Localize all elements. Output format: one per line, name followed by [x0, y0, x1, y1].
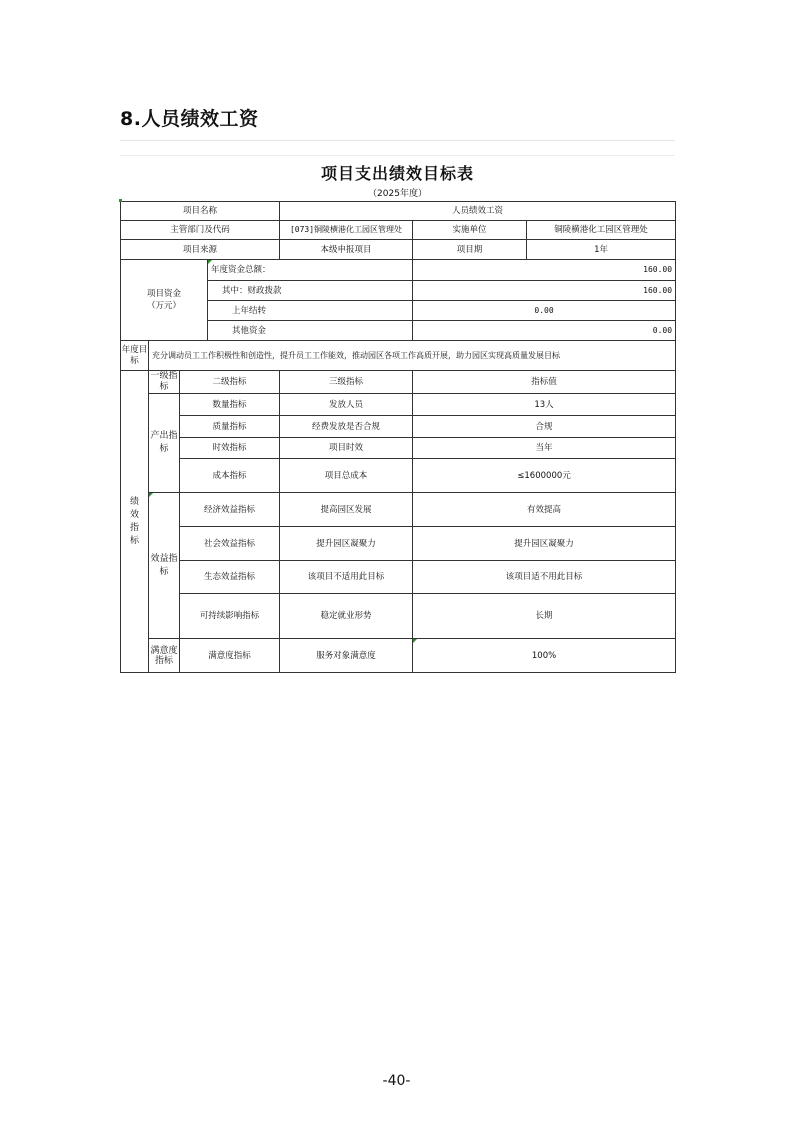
header-value: 指标值	[413, 371, 676, 394]
funds-label	[121, 260, 208, 341]
page-number: -40-	[382, 1073, 411, 1089]
indicator-l2: 数量指标	[180, 394, 280, 416]
form-year: （2025年度）	[368, 189, 427, 199]
funds-row-label: 其他资金	[208, 321, 413, 341]
indicator-l2: 经济效益指标	[180, 493, 280, 527]
dept-value: [073]铜陵横港化工园区管理处	[280, 221, 413, 240]
divider	[120, 155, 675, 156]
indicator-value: 该项目适不用此目标	[413, 561, 676, 594]
funds-label-line2: （万元）	[146, 301, 181, 311]
indicator-l3: 提升园区凝聚力	[280, 527, 413, 561]
perf-label-char: 标	[129, 535, 139, 546]
indicator-value: ≤1600000元	[413, 459, 676, 493]
indicator-l3: 服务对象满意度	[280, 639, 413, 673]
cell-marker	[413, 639, 417, 643]
indicator-l3: 稳定就业形势	[280, 594, 413, 639]
funds-row-value: 0.00	[413, 321, 676, 341]
satisfaction-label: 满意度指标	[149, 639, 180, 673]
indicator-l3: 发放人员	[280, 394, 413, 416]
indicator-l2: 时效指标	[180, 438, 280, 459]
indicator-l3: 该项目不适用此目标	[280, 561, 413, 594]
cell-marker	[208, 260, 212, 264]
indicator-value: 提升园区凝聚力	[413, 527, 676, 561]
project-name-value: 人员绩效工资	[280, 202, 676, 221]
source-label: 项目来源	[121, 240, 280, 260]
annual-goal-text: 充分调动员工工作积极性和创造性，提升员工工作能效，推动园区各项工作高质开展，助力园区实现高质量发展目标	[149, 341, 676, 371]
indicator-l2: 质量指标	[180, 416, 280, 438]
indicator-value: 长期	[413, 594, 676, 639]
perf-label-char: 指	[129, 522, 139, 533]
source-value: 本级申报项目	[280, 240, 413, 260]
indicator-l3: 项目总成本	[280, 459, 413, 493]
perf-label-char: 效	[129, 509, 139, 520]
project-info-table	[120, 201, 676, 673]
cell-marker	[149, 493, 153, 497]
section-heading: 8.人员绩效工资	[120, 108, 259, 130]
funds-label-line1: 项目资金	[146, 289, 181, 299]
indicator-l2: 生态效益指标	[180, 561, 280, 594]
funds-row-value: 0.00	[413, 301, 676, 321]
funds-row-value: 160.00	[413, 281, 676, 301]
indicator-value: 100%	[413, 639, 676, 673]
form-year-row	[120, 188, 675, 201]
indicator-l3: 经费发放是否合规	[280, 416, 413, 438]
indicator-l2: 社会效益指标	[180, 527, 280, 561]
indicator-value: 13人	[413, 394, 676, 416]
form-title: 项目支出绩效目标表	[320, 164, 474, 183]
perf-label	[121, 371, 149, 673]
header-level2: 二级指标	[180, 371, 280, 394]
funds-row-value: 160.00	[413, 260, 676, 281]
form-title-area	[120, 140, 675, 188]
indicator-value: 当年	[413, 438, 676, 459]
impl-label: 实施单位	[413, 221, 527, 240]
benefit-label: 效益指标	[149, 493, 180, 639]
project-name-label: 项目名称	[121, 202, 280, 221]
indicator-value: 有效提高	[413, 493, 676, 527]
funds-row-label: 年度资金总额：	[208, 260, 413, 281]
indicator-l2: 满意度指标	[180, 639, 280, 673]
performance-target-form	[120, 140, 675, 673]
indicator-l2: 成本指标	[180, 459, 280, 493]
funds-row-label: 上年结转	[208, 301, 413, 321]
header-level3: 三级指标	[280, 371, 413, 394]
output-label: 产出指标	[149, 394, 180, 493]
header-level1: 一级指标	[150, 371, 178, 392]
perf-label-char: 绩	[129, 496, 139, 507]
impl-value: 铜陵横港化工园区管理处	[527, 221, 676, 240]
funds-row-label: 其中：财政拨款	[208, 281, 413, 301]
annual-goal-label: 年度目标	[121, 341, 149, 371]
period-label: 项目期	[413, 240, 527, 260]
indicator-value: 合规	[413, 416, 676, 438]
indicator-l2: 可持续影响指标	[180, 594, 280, 639]
dept-label: 主管部门及代码	[121, 221, 280, 240]
indicator-l3: 提高园区发展	[280, 493, 413, 527]
period-value: 1年	[527, 240, 676, 260]
indicator-l3: 项目时效	[280, 438, 413, 459]
